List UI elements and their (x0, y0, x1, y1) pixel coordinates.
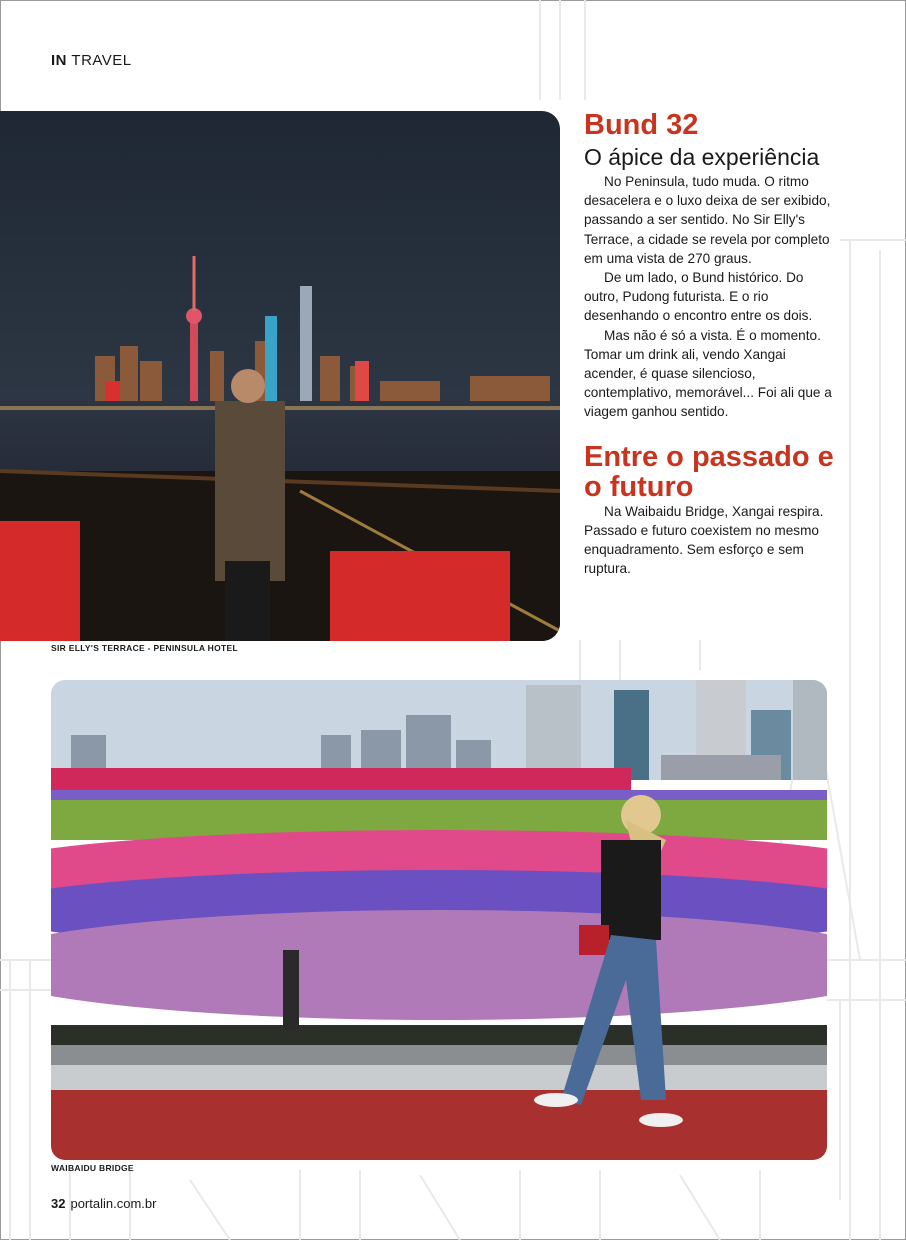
section-label-text: TRAVEL (71, 52, 132, 69)
paragraph: De um lado, o Bund histórico. Do outro, Pudong futurista. E o rio desenhando o encontro entre os dois. (584, 270, 813, 324)
paragraph: Mas não é só a vista. É o momento. Tomar um drink ali, vendo Xangai acender, é quase silencioso, contemplativo, memorável... Foi ali que a viagem ganhou sentido. (584, 327, 832, 420)
photo-caption-bottom: WAIBAIDU BRIDGE (51, 1163, 134, 1173)
article-column (584, 110, 834, 578)
article-title-1: Bund 32 (584, 109, 699, 141)
photo-caption-top: SIR ELLY'S TERRACE - PENINSULA HOTEL (51, 643, 238, 653)
photo-night-skyline (0, 111, 560, 641)
article-title-2: Entre o passado e o futuro (584, 440, 834, 503)
section-label (51, 52, 132, 69)
article-subtitle-1: O ápice da experiência (584, 144, 820, 170)
page-footer (51, 1196, 156, 1211)
section-label-bold: IN (51, 52, 67, 69)
paragraph: No Peninsula, tudo muda. O ritmo desacelera e o luxo deixa de ser exibido, passando a ser sentido. No Sir Elly's Terrace, a cidade se revela por completo em uma vista de 270 graus. (584, 174, 831, 266)
page-number: 32 (51, 1196, 66, 1211)
photo-flower-garden (51, 680, 827, 1160)
site-url[interactable]: portalin.com.br (70, 1196, 157, 1211)
paragraph: Na Waibaidu Bridge, Xangai respira. Passado e futuro coexistem no mesmo enquadramento. Sem esforço e sem ruptura. (584, 503, 824, 577)
